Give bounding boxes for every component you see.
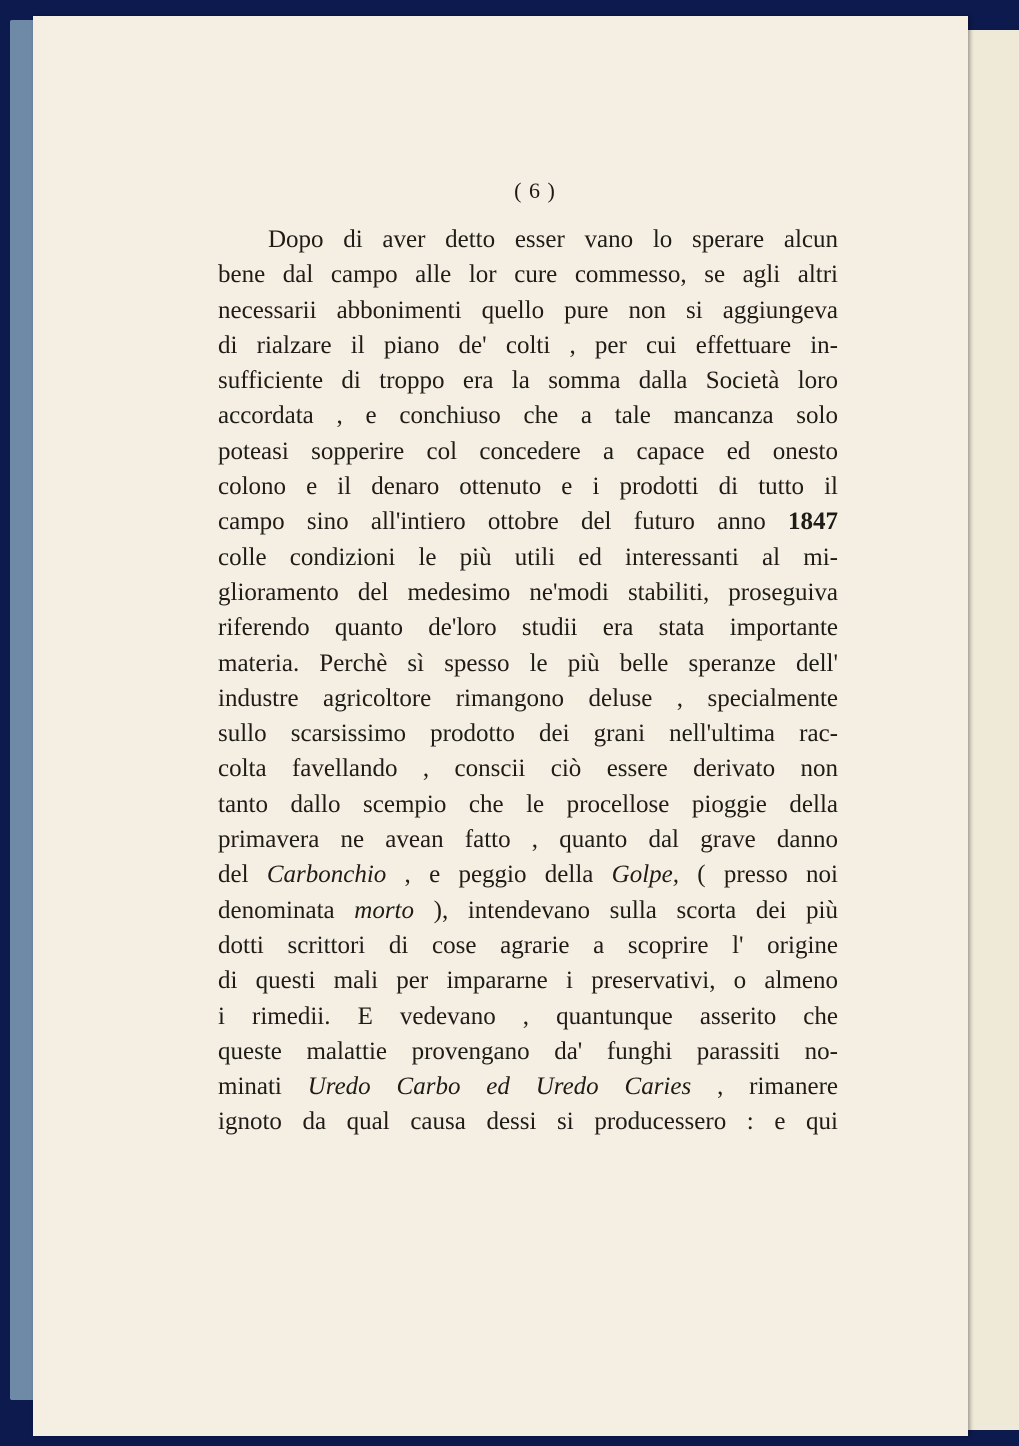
italic-term: morto bbox=[354, 896, 414, 924]
italic-term: Uredo Carbo ed Uredo Caries bbox=[307, 1073, 692, 1101]
text-line: sullo scarsissimo prodotto dei grani nell'ultima rac- bbox=[218, 720, 838, 748]
text-line: Dopo di aver detto esser vano lo sperare alcun bbox=[268, 226, 838, 253]
text-line: campo sino all'intiero ottobre del futuro anno 1847 bbox=[218, 508, 838, 536]
text-line: denominata morto ), intendevano sulla scorta dei più bbox=[218, 896, 838, 924]
text-line: queste malattie provengano da' funghi parassiti no- bbox=[218, 1037, 838, 1065]
text-line: accordata , e conchiuso che a tale mancanza solo bbox=[218, 402, 838, 430]
text-line: di questi mali per impararne i preservativi, o almeno bbox=[218, 967, 838, 995]
italic-term: Golpe, bbox=[611, 861, 680, 889]
text-line: ignoto da qual causa dessi si producessero : e qui bbox=[218, 1108, 838, 1136]
text-line: sufficiente di troppo era la somma dalla Società loro bbox=[218, 367, 838, 395]
text-line: primavera ne avean fatto , quanto dal grave danno bbox=[218, 826, 838, 854]
text-line: di rialzare il piano de' colti , per cui effettuare in- bbox=[218, 331, 838, 359]
text-line: tanto dallo scempio che le procellose pioggie della bbox=[218, 790, 838, 818]
text-line: i rimedii. E vedevano , quantunque asserito che bbox=[218, 1002, 838, 1030]
text-line: dotti scrittori di cose agrarie a scoprire l' origine bbox=[218, 931, 838, 959]
year-number: 1847 bbox=[788, 508, 838, 536]
page-number: ( 6 ) bbox=[514, 178, 556, 203]
text-line: necessarii abbonimenti quello pure non si aggiungeva bbox=[218, 296, 838, 324]
text-line: materia. Perchè sì spesso le più belle speranze dell' bbox=[218, 649, 838, 677]
text-line: colta favellando , conscii ciò essere derivato non bbox=[218, 755, 838, 783]
text-line: riferendo quanto de'loro studii era stata importante bbox=[218, 614, 838, 642]
text-line: colle condizioni le più utili ed interessanti al mi- bbox=[218, 543, 838, 571]
text-line: poteasi sopperire col concedere a capace ed onesto bbox=[218, 437, 838, 465]
body-text bbox=[218, 222, 838, 1140]
text-line: glioramento del medesimo ne'modi stabiliti, proseguiva bbox=[218, 578, 838, 606]
text-line: del Carbonchio , e peggio della Golpe, ( presso noi bbox=[218, 861, 838, 889]
text-line: minati Uredo Carbo ed Uredo Caries , rimanere bbox=[218, 1073, 838, 1101]
text-line: bene dal campo alle lor cure commesso, se agli altri bbox=[218, 261, 838, 289]
italic-term: Carbonchio bbox=[266, 861, 387, 889]
text-line: colono e il denaro ottenuto e i prodotti di tutto il bbox=[218, 473, 838, 501]
text-line: industre agricoltore rimangono deluse , specialmente bbox=[218, 684, 838, 712]
